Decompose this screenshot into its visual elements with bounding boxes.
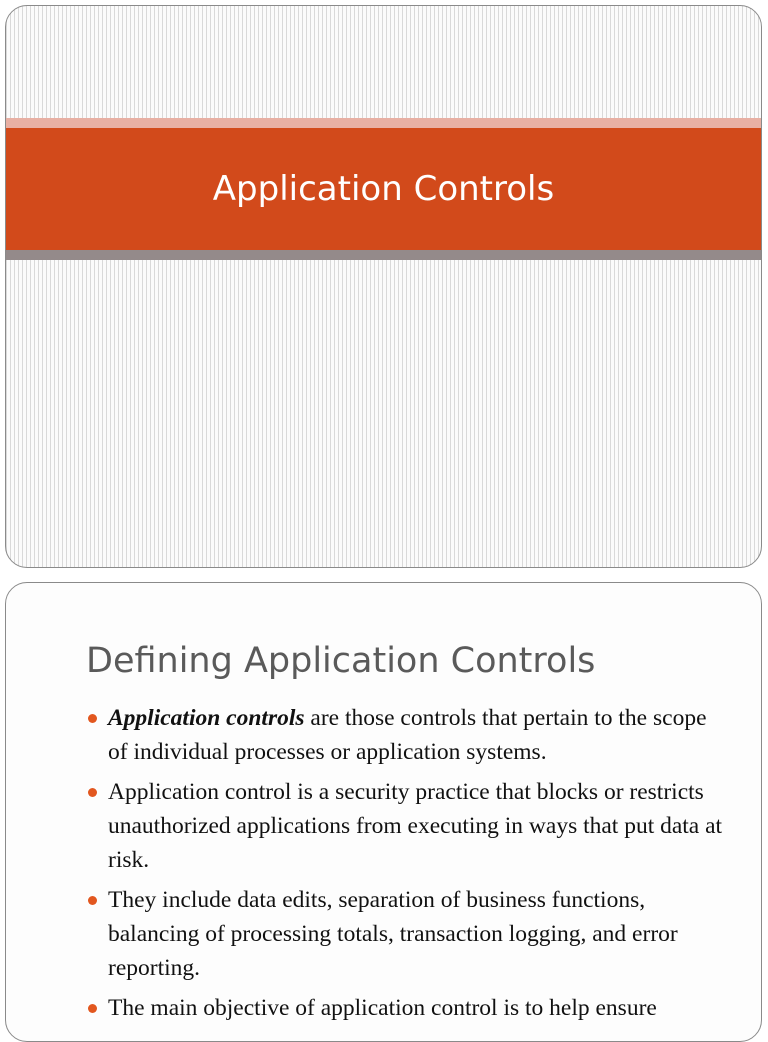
- title-accent-stripe-bottom: [6, 250, 761, 260]
- title-accent-stripe-top: [6, 118, 761, 128]
- bullet-list: [86, 701, 726, 1031]
- bullet-text: They include data edits, separation of business functions, balancing of processing totals, transaction logging, and error reporting.: [108, 887, 678, 981]
- bullet-item: [86, 883, 726, 985]
- content-slide: [5, 582, 762, 1042]
- bullet-lead-term: Application controls: [108, 705, 305, 731]
- bullet-dot-icon: [88, 1004, 97, 1013]
- bullet-item: [86, 991, 726, 1025]
- slide-heading: Defining Application Controls: [86, 641, 596, 681]
- bullet-text: The main objective of application control is to help ensure: [108, 995, 657, 1021]
- bullet-dot-icon: [88, 788, 97, 797]
- slide-title: Application Controls: [212, 169, 555, 209]
- bullet-text: Application control is a security practice that blocks or restricts unauthorized applications from executing in ways that put data at risk.: [108, 779, 723, 873]
- bullet-item: [86, 775, 726, 877]
- bullet-text: are those controls that pertain to the scope of individual processes or application systems.: [108, 705, 707, 765]
- bullet-dot-icon: [88, 896, 97, 905]
- bullet-item: [86, 701, 726, 769]
- title-band: [6, 128, 761, 250]
- bullet-dot-icon: [88, 714, 97, 723]
- title-slide: [5, 5, 762, 568]
